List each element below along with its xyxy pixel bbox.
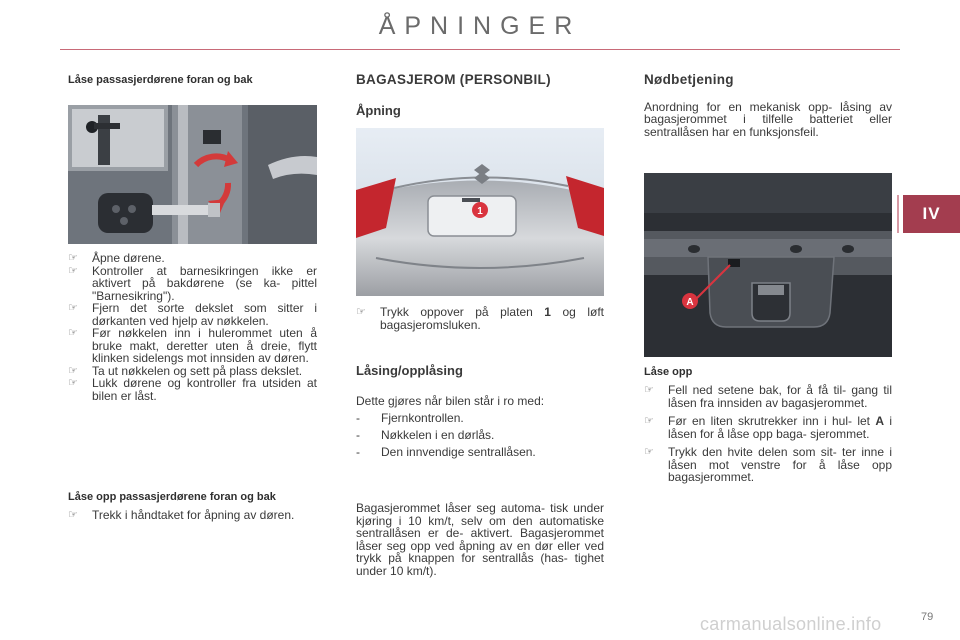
boot-section-title: BAGASJEROM (PERSONBIL) bbox=[356, 72, 551, 87]
emergency-title: Nødbetjening bbox=[644, 72, 734, 87]
page-title: ÅPNINGER bbox=[378, 12, 582, 40]
left-heading-lock bbox=[68, 74, 317, 86]
chapter-tab[interactable]: IV bbox=[903, 195, 960, 233]
door-lock-figure bbox=[68, 105, 317, 244]
lock-steps-block bbox=[68, 252, 317, 402]
list-item: ☞ Fjern det sorte dekslet som sitter i dørkanten ved hjelp av nøkkelen. bbox=[68, 301, 317, 328]
pointing-hand-icon: ☞ bbox=[68, 509, 78, 521]
list-item: ☞ Ta ut nøkkelen og sett på plass dekslet. bbox=[68, 363, 303, 378]
list-item: - Den innvendige sentrallåsen. bbox=[356, 445, 536, 459]
emergency-lock-figure bbox=[644, 173, 892, 357]
boot-figure bbox=[356, 128, 604, 296]
unlock-steps-list bbox=[68, 509, 317, 522]
locking-intro: Dette gjøres når bilen står i ro med: bbox=[356, 393, 545, 408]
list-item: ☞ Trykk den hvite delen som sit- ter inne i låsen mot venstre for å låse opp bagasjerommet. bbox=[644, 445, 892, 484]
list-item: ☞ Åpne dørene. bbox=[68, 251, 165, 265]
unlock-doors-block bbox=[68, 491, 317, 522]
opening-step-block bbox=[356, 306, 604, 331]
figure-marker-1: 1 bbox=[477, 206, 483, 217]
pointing-hand-icon: ☞ bbox=[68, 364, 78, 377]
boot-lid-illustration bbox=[356, 128, 604, 296]
list-item: ☞ Fell ned setene bak, for å få til- gang til låsen fra innsiden av bagasjerommet. bbox=[644, 383, 892, 410]
watermark: carmanualsonline.info bbox=[700, 614, 882, 634]
pointing-hand-icon: ☞ bbox=[644, 384, 654, 396]
emergency-intro: Anordning for en mekanisk opp- låsing av bagasjerommet i tilfelle batteriet eller sentrallåsen har en funksjonsfeil. bbox=[644, 99, 892, 139]
lock-steps-list bbox=[68, 252, 317, 402]
unlock-boot-steps bbox=[644, 384, 892, 484]
pointing-hand-icon: ☞ bbox=[68, 327, 78, 339]
list-item: ☞ Kontroller at barnesikringen ikke er aktivert på bakdørene (se ka- pittel "Barnesikring"). bbox=[68, 263, 317, 303]
list-item: - Fjernkontrollen. bbox=[356, 411, 464, 425]
locking-section bbox=[356, 365, 604, 463]
list-item: ☞ Lukk dørene og kontroller fra utsiden at bilen er låst. bbox=[68, 376, 317, 403]
unlock-section bbox=[644, 366, 892, 484]
locking-options bbox=[356, 412, 604, 459]
unlock-doors-heading: Låse opp passasjerdørene foran og bak bbox=[68, 491, 276, 503]
pointing-hand-icon: ☞ bbox=[68, 252, 78, 264]
list-item: - Nøkkelen i en dørlås. bbox=[356, 428, 495, 442]
pointing-hand-icon: ☞ bbox=[68, 302, 78, 314]
list-item: ☞ Trykk oppover på platen 1 og løft bagasjeromsluken. bbox=[356, 305, 604, 332]
pointing-hand-icon: ☞ bbox=[68, 264, 78, 277]
pointing-hand-icon: ☞ bbox=[644, 446, 654, 458]
title-divider bbox=[60, 49, 900, 50]
boot-section bbox=[356, 74, 604, 117]
locking-title: Låsing/opplåsing bbox=[356, 363, 463, 378]
lock-doors-heading: Låse passasjerdørene foran og bak bbox=[68, 74, 253, 86]
pointing-hand-icon: ☞ bbox=[68, 377, 78, 389]
auto-lock-paragraph: Bagasjerommet låser seg automa- tisk under kjøring i 10 km/t, selv om den automatiske sentrallåsen er de- aktivert. Bagasjerommet låser seg opp ved åpning av en dør eller ved trykk på knappen for sentrallås (has- tighet under 10 km/t). bbox=[356, 501, 604, 578]
page-number: 79 bbox=[921, 611, 934, 623]
auto-lock-block bbox=[356, 502, 604, 577]
pointing-hand-icon: ☞ bbox=[356, 306, 366, 318]
figure-marker-a: A bbox=[686, 297, 694, 308]
list-item: ☞ Før nøkkelen inn i hulerommet uten å bruke makt, deretter uten å dreie, flytt klinken sidelengs mot innsiden av døren. bbox=[68, 326, 317, 365]
unlock-title: Låse opp bbox=[644, 366, 693, 378]
boot-lock-illustration bbox=[644, 173, 892, 357]
list-item: ☞ Trekk i håndtaket for åpning av døren. bbox=[68, 508, 295, 522]
list-item: ☞ Før en liten skrutrekker inn i hul- let A i låsen for å låse opp baga- sjerommet. bbox=[644, 414, 892, 441]
door-lock-illustration bbox=[68, 105, 317, 244]
pointing-hand-icon: ☞ bbox=[644, 415, 654, 427]
emergency-section bbox=[644, 74, 892, 138]
opening-title: Åpning bbox=[356, 102, 401, 118]
